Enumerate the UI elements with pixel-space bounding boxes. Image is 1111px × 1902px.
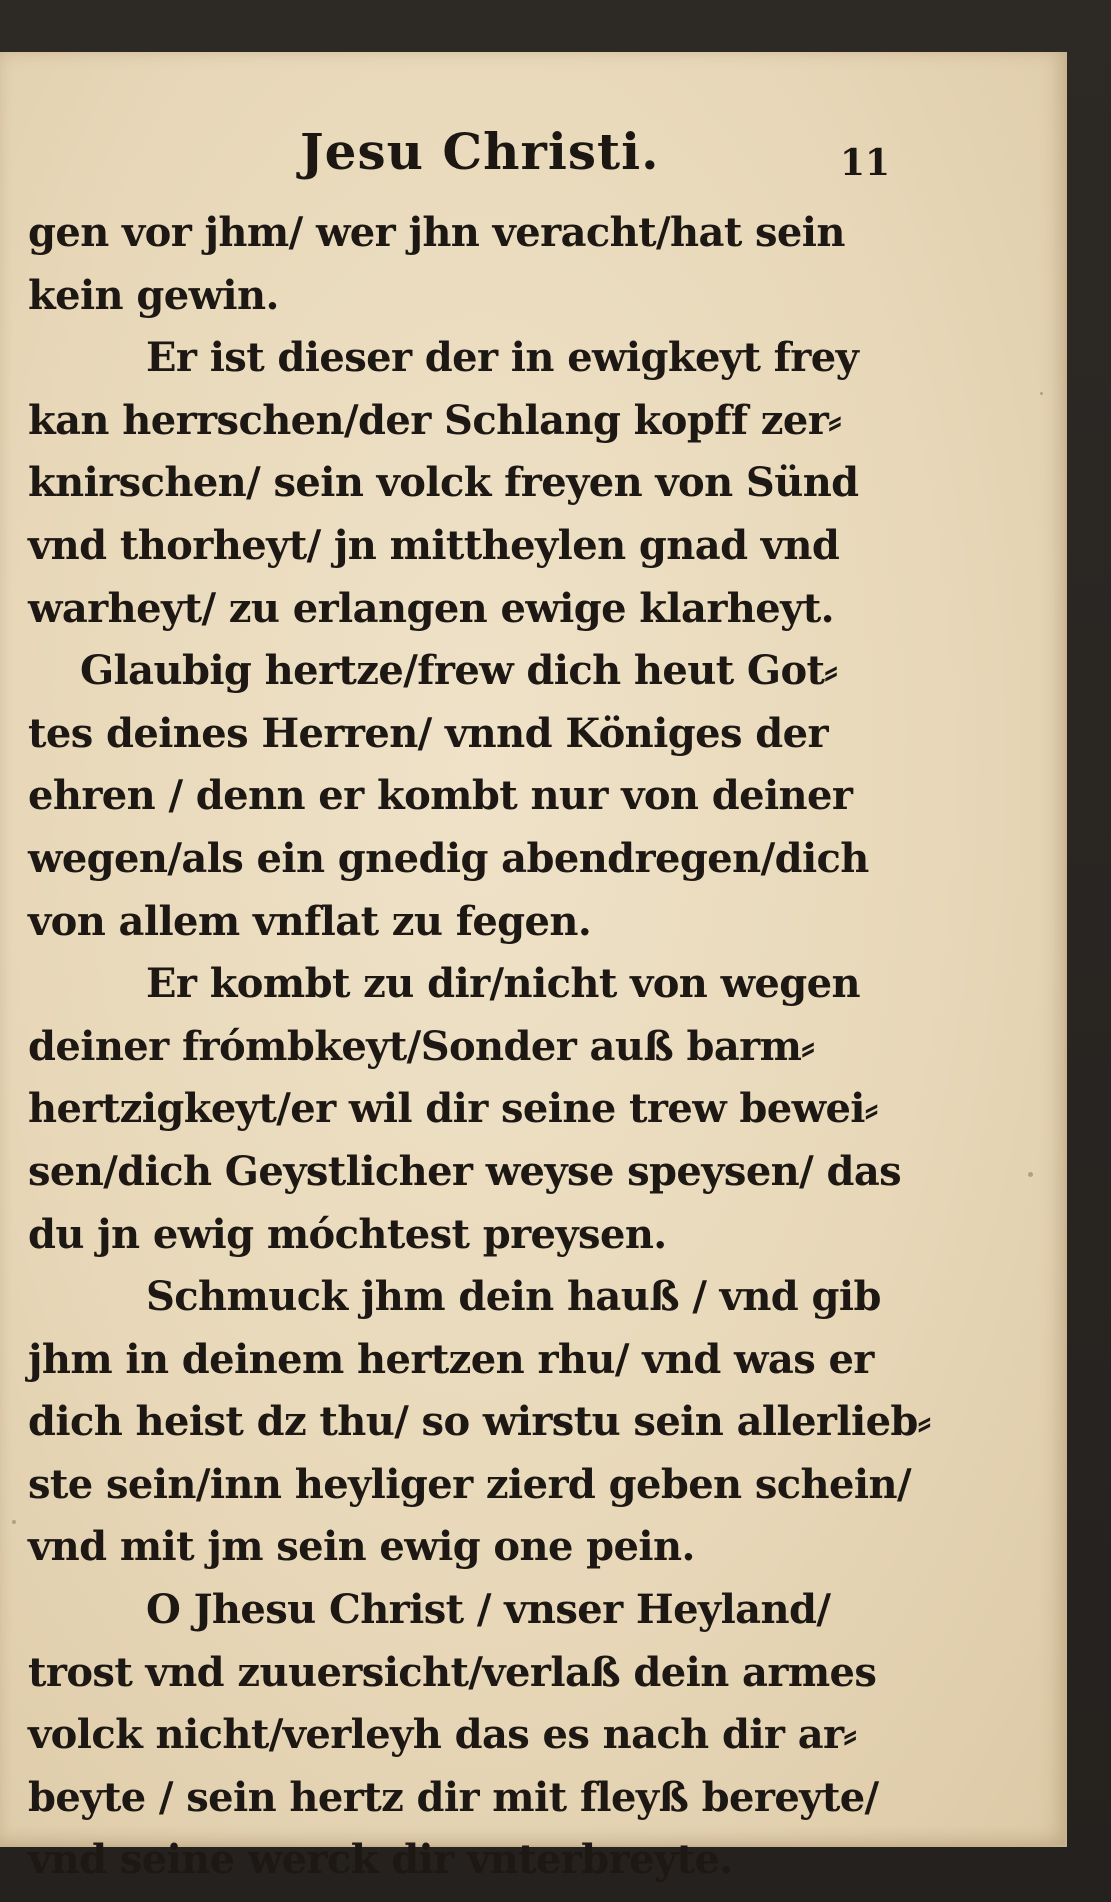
text-line: Er kombt zu dir/nicht von wegen (146, 960, 860, 1008)
text-line: Schmuck jhm dein hauß / vnd gib (146, 1273, 881, 1321)
text-line: volck nicht/verleyh das es nach dir ar⸗ (28, 1711, 857, 1759)
paper-speck (1040, 392, 1043, 395)
text-line: du jn ewig móchtest preysen. (28, 1210, 667, 1258)
text-line: gen vor jhm/ wer jhn veracht/hat sein (28, 209, 845, 256)
text-line: vnd seine werck dir vnterbreyte. (28, 1836, 733, 1884)
book-page (0, 52, 1067, 1884)
paper-speck (1028, 1172, 1033, 1177)
text-line: ehren / denn er kombt nur von deiner (28, 772, 853, 820)
paper-speck (12, 1520, 16, 1524)
text-line: jhm in deinem hertzen rhu/ vnd was er (28, 1335, 874, 1383)
text-line: deiner frómbkeyt/Sonder auß barm⸗ (28, 1022, 815, 1070)
text-line: knirschen/ sein volck freyen von Sünd (28, 459, 859, 507)
page-number: 11 (840, 142, 891, 184)
running-head: Jesu Christi. (300, 122, 660, 181)
text-line: trost vnd zuuersicht/verlaß dein armes (28, 1648, 877, 1696)
text-line: warheyt/ zu erlangen ewige klarheyt. (28, 584, 834, 632)
text-line: Er ist dieser der in ewigkeyt frey (146, 334, 859, 382)
text-line: sen/dich Geystlicher weyse speysen/ das (28, 1147, 902, 1195)
text-line: kein gewin. (28, 271, 279, 319)
text-block (28, 202, 931, 1892)
text-line: von allem vnflat zu fegen. (28, 897, 592, 945)
text-line: vnd thorheyt/ jn mittheylen gnad vnd (28, 521, 840, 569)
text-line: beyte / sein hertz dir mit fleyß bereyte/ (28, 1773, 879, 1821)
text-line: tes deines Herren/ vnnd Königes der (28, 709, 828, 757)
text-line: Glaubig hertze/frew dich heut Got⸗ (80, 647, 838, 695)
text-line: wegen/als ein gnedig abendregen/dich (28, 834, 869, 882)
text-line: vnd mit jm sein ewig one pein. (28, 1523, 695, 1571)
text-line: hertzigkeyt/er wil dir seine trew bewei⸗ (28, 1085, 878, 1133)
text-line: kan herrschen/der Schlang kopff zer⸗ (28, 396, 841, 444)
text-line: dich heist dz thu/ so wirstu sein allerlieb⸗ (28, 1398, 931, 1446)
text-line: ste sein/inn heyliger zierd geben schein/ (28, 1460, 911, 1508)
text-line: O Jhesu Christ / vnser Heyland/ (146, 1586, 831, 1634)
